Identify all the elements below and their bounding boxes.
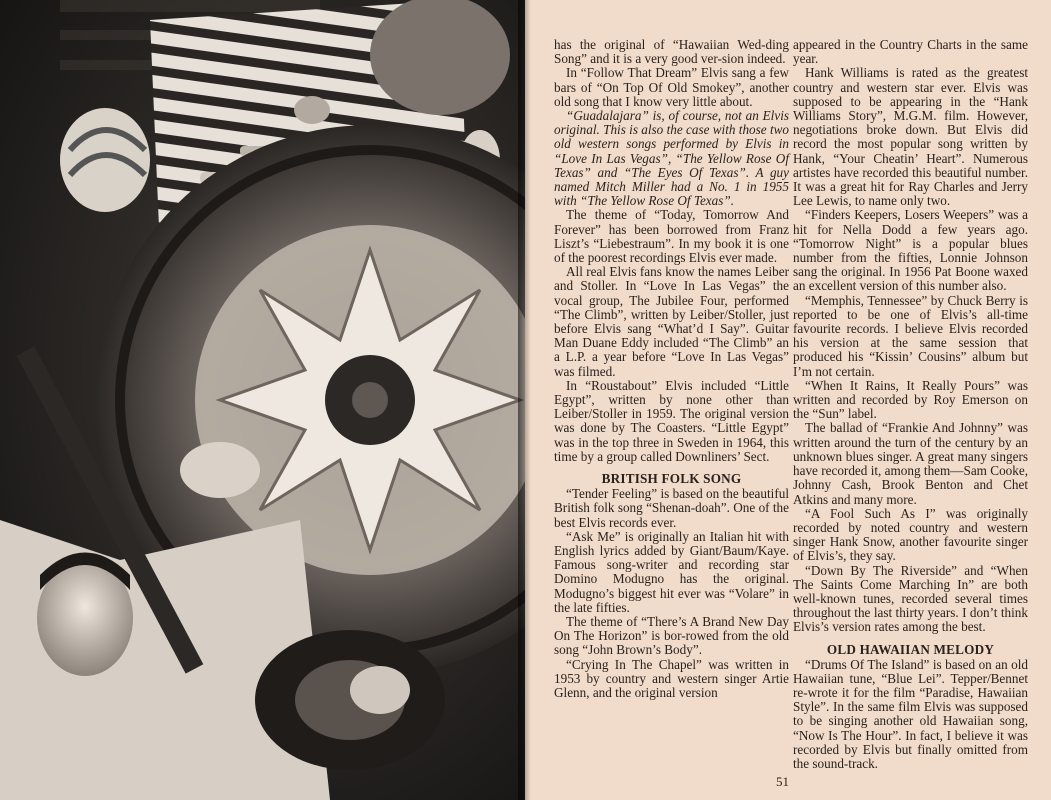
paragraph: All real Elvis fans know the names Leiber and Stoller. In “Love In Las Vegas” the vocal group, The Jubilee Four, performed “The Climb”, written by Leiber/Stoller, just before Elvis sang “What’d I Say”. Guitar Man Duane Eddy included “The Climb” an a L.P. a year before “Love In Las Vegas” was filmed. [554, 264, 789, 379]
paragraph: has the original of “Hawaiian Wed-ding Song” and it is a very good ver-sion indeed. [554, 37, 789, 67]
paragraph: “Down By The Riverside” and “When The Saints Come Marching In” are both well-known tunes, recorded several times throughout the last thirty years. I don’t think Elvis’s version rates among the best. [793, 562, 1028, 635]
paragraph: “Crying In The Chapel” was written in 1953 by country and western singer Artie Glenn, and the original version [554, 656, 789, 700]
paragraph: “Tender Feeling” is based on the beautiful British folk song “Shenan-doah”. One of the best Elvis records ever. [554, 486, 789, 530]
paragraph: The theme of “Today, Tomorrow And Forever” has been borrowed from Franz Liszt’s “Liebestraum”. In my book it is one of the poorest recordings Elvis ever made. [554, 207, 789, 266]
column-left [554, 38, 789, 700]
paragraph: “Drums Of The Island” is based on an old Hawaiian tune, “Blue Lei”. Tepper/Bennet re-wrote it for the film “Paradise, Hawaiian Style”. In the same film Elvis was supposed to be singing another old Hawaiian song, “Now Is The Hour”. In fact, I believe it was recorded by Elvis but finally omitted from the sound-track. [793, 656, 1028, 771]
paragraph: The ballad of “Frankie And Johnny” was written around the turn of the century by an unknown blues singer. A great many singers have recorded it, among them—Sam Cooke, Johnny Cash, Brook Benton and Chet Atkins and many more. [793, 420, 1028, 507]
column-right [793, 38, 1028, 771]
section-heading: OLD HAWAIIAN MELODY [826, 641, 995, 657]
paragraph: In “Roustabout” Elvis included “Little Egypt”, written by none other than Leiber/Stoller in 1959. The original version was done by The Coasters. “Little Egypt” was in the top three in Sweden in 1964, this time by a group called Downliners’ Sect. [554, 377, 789, 464]
paragraph: “Finders Keepers, Losers Weepers” was a hit for Nella Dodd a few years ago. “Tomorrow Night” is a popular blues number from the fifties, Lonnie Johnson sang the original. In 1956 Pat Boone waxed an excellent version of this number also. [793, 207, 1028, 294]
paragraph: “When It Rains, It Really Pours” was written and recorded by Roy Emerson on the “Sun” label. [793, 377, 1028, 422]
photo-illustration [0, 0, 525, 800]
book-spine [518, 0, 534, 800]
paragraph: “Ask Me” is originally an Italian hit with English lyrics added by Giant/Baum/Kaye. Famous song-writer and recording star Domino Modugno has the original. Modugno’s biggest hit ever was “Volare” in the late fifties. [554, 528, 789, 615]
star-decoration [220, 250, 520, 550]
section-heading: BRITISH FOLK SONG [601, 471, 742, 487]
paragraph: The theme of “There’s A Brand New Day On The Horizon” is bor-rowed from the old song “John Brown’s Body”. [554, 613, 789, 658]
paragraph: appeared in the Country Charts in the same year. [793, 37, 1028, 67]
photo-page [0, 0, 525, 800]
striped-cap [60, 108, 150, 212]
paragraph: In “Follow That Dream” Elvis sang a few bars of “On Top Of Old Smokey”, another old song that I know very little about. [554, 65, 789, 109]
paragraph-italic: “Guadalajara” is, of course, not an Elvis original. This is also the case with those two old western songs performed by Elvis in “Love In Las Vegas”, “The Yellow Rose Of Texas” and “The Eyes Of Texas”. A guy named Mitch Miller had a No. 1 in 1955 with “The Yellow Rose Of Texas”. [554, 108, 789, 209]
paragraph: “Memphis, Tennessee” by Chuck Berry is reported to be one of Elvis’s all-time favourite records. I believe Elvis recorded his version at the same session that produced his “Kissin’ Cousins” album but I’m not certain. [793, 292, 1028, 379]
page-number: 51 [776, 774, 789, 789]
text-page [525, 0, 1051, 800]
paragraph: “A Fool Such As I” was originally recorded by noted country and western singer Hank Snow, another favourite singer of Elvis’s, they say. [793, 505, 1028, 564]
paragraph: Hank Williams is rated as the greatest country and western star ever. Elvis was supposed to be appearing in the “Hank Williams Story”, M.G.M. film. However, negotiations broke down. But Elvis did record the most popular song written by Hank, “Your Cheatin’ Heart”. Numerous artistes have recorded this beautiful number. It was a great hit for Ray Charles and Jerry Lee Lewis, to name only two. [793, 65, 1028, 209]
musician-head [370, 0, 510, 115]
